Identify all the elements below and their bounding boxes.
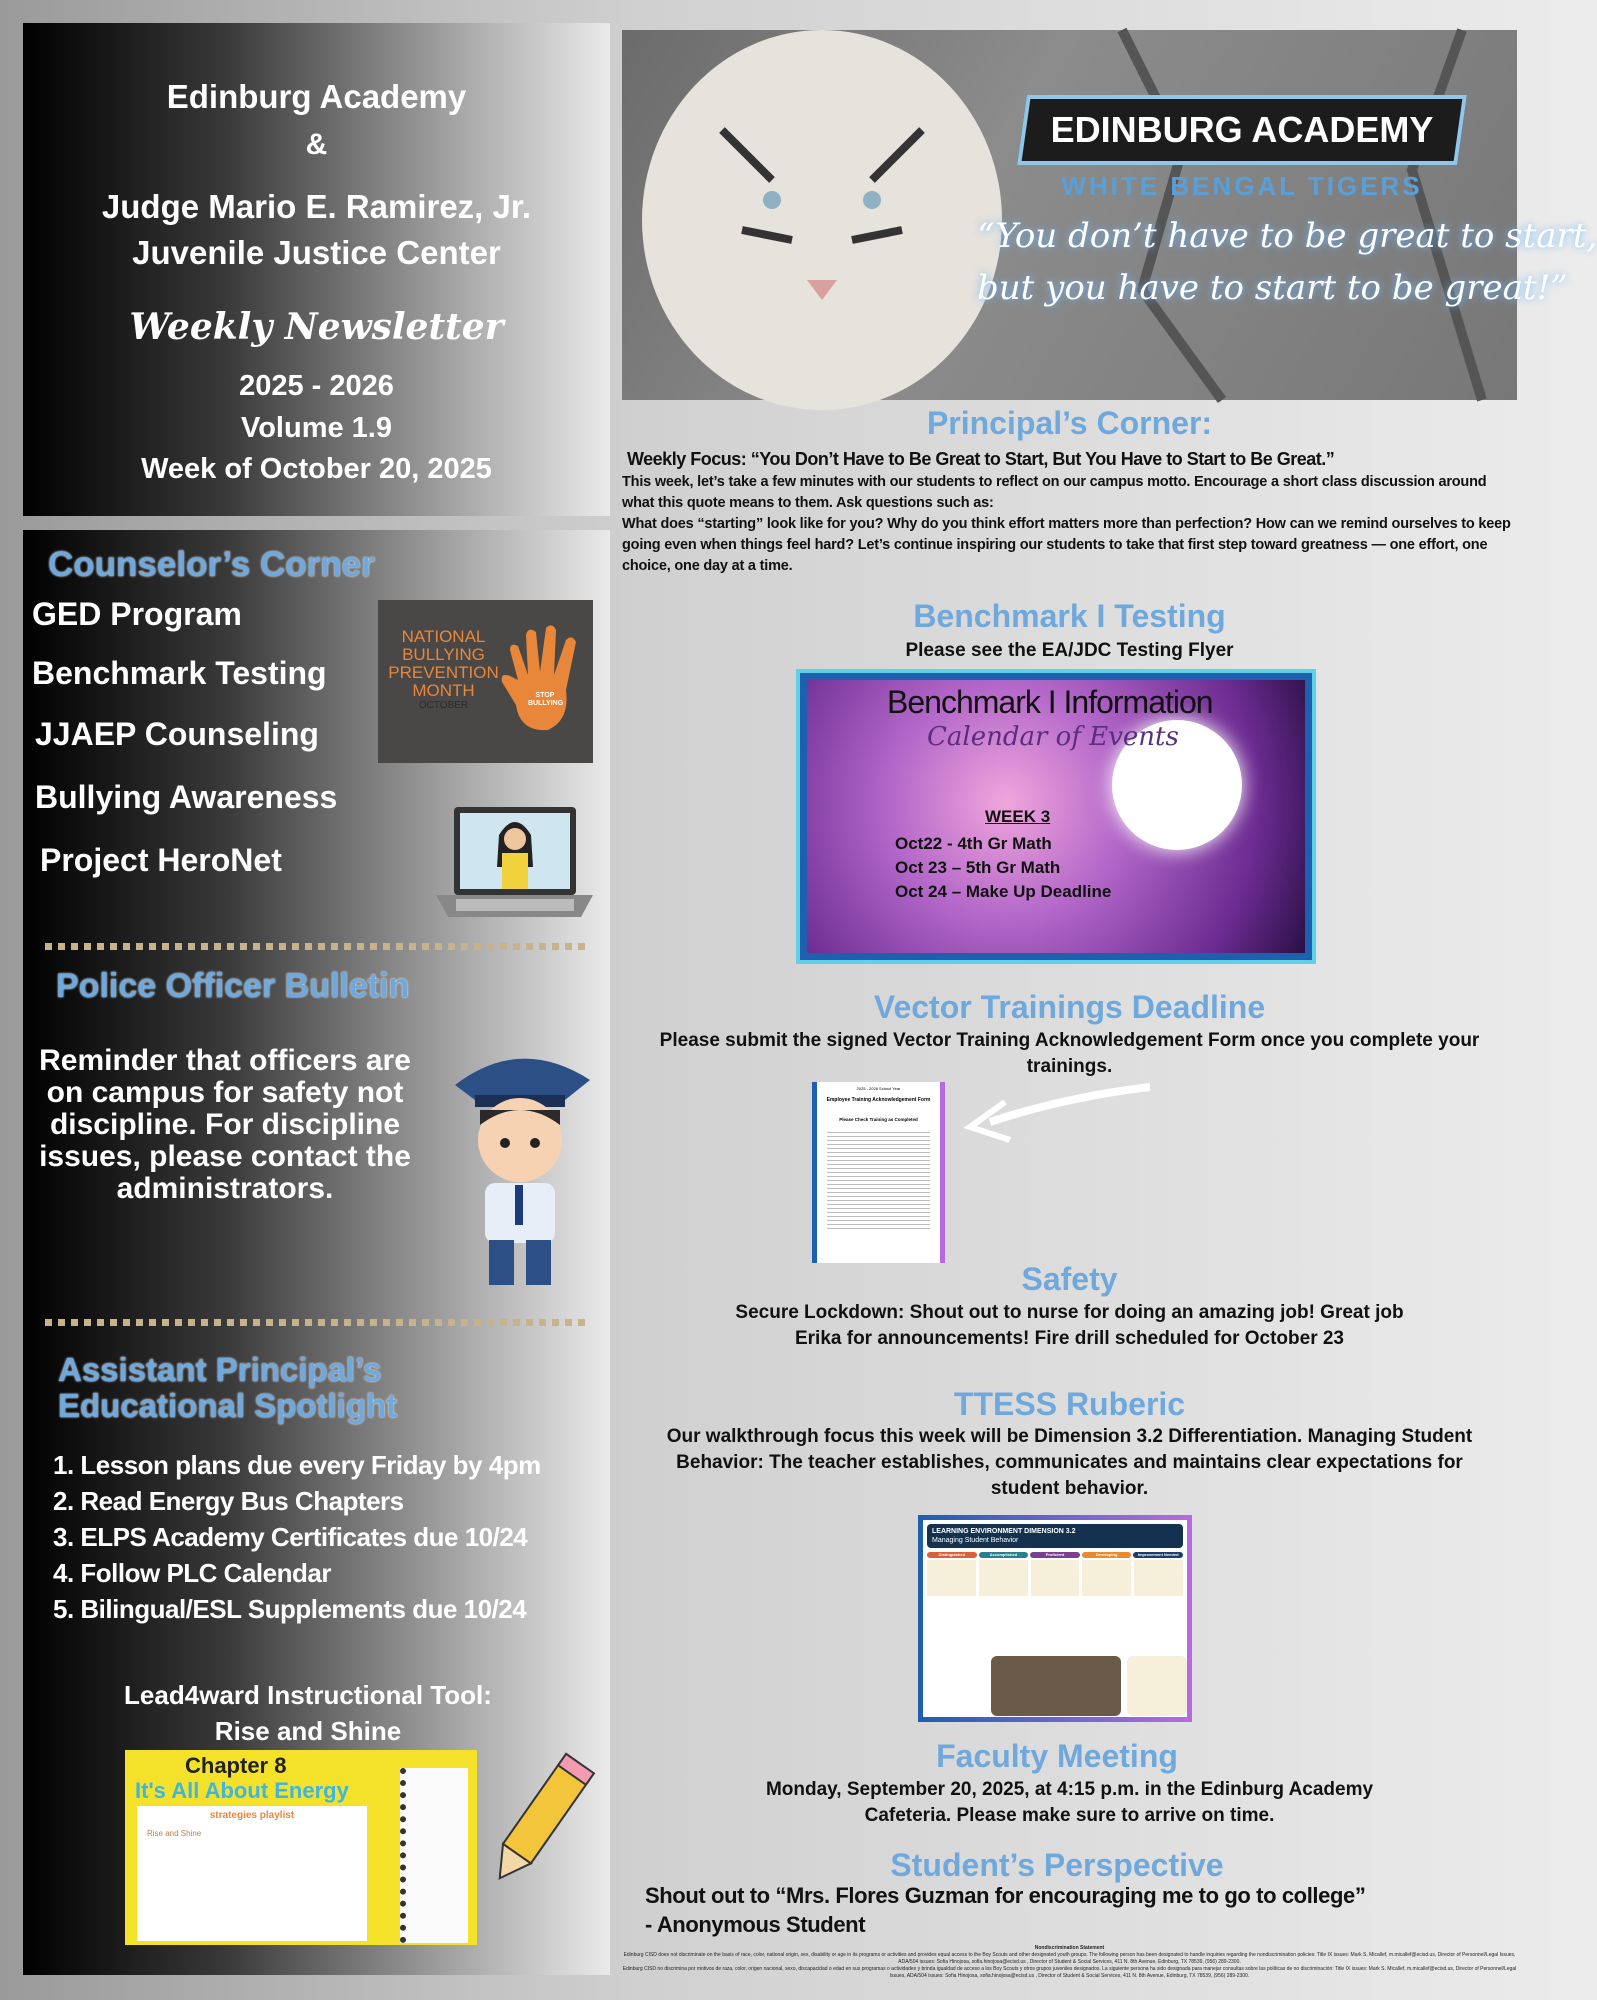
activity-label: Rise and Shine [147, 1829, 202, 1838]
flyer-row: Oct 23 – 5th Gr Math [895, 858, 1061, 877]
form-year: 2025 - 2026 School Year [856, 1086, 901, 1091]
safety-title: Safety [1021, 1261, 1118, 1297]
counselor-item: Project HeroNet [40, 842, 282, 878]
counselor-title: Counselor’s Corner [48, 545, 375, 584]
principal-paragraph: This week, let’s take a few minutes with our students to reflect on our campus motto. Encourage a short class discussion around what this quote means to them. Ask questions such as: [622, 474, 1487, 511]
student-quote: Shout out to “Mrs. Flores Guzman for encouraging me to go to college” [645, 1883, 1366, 1908]
center-name-line2: Juvenile Justice Center [132, 234, 501, 271]
benchmark-subtitle: Please see the EA/JDC Testing Flyer [905, 640, 1234, 661]
bullying-text: PREVENTION [388, 663, 499, 682]
bullying-text: OCTOBER [418, 700, 469, 711]
vector-form-image [812, 1082, 945, 1263]
ap-title [58, 1352, 397, 1424]
police-title: Police Officer Bulletin [56, 967, 410, 1005]
rubric-level: Distinguished [927, 1552, 977, 1558]
bullying-text: BULLYING [402, 645, 485, 664]
bullying-prevention-image [378, 600, 593, 763]
flyer-subtitle: Calendar of Events [927, 722, 1179, 752]
safety-text: Secure Lockdown: Shout out to nurse for doing an amazing job! Great job Erika for announcements! Fire drill scheduled for October 23 [735, 1302, 1404, 1349]
arrow-icon [965, 1082, 1155, 1147]
lead4ward-subtitle: Rise and Shine [214, 1716, 402, 1746]
counselor-item: Benchmark Testing [32, 655, 327, 691]
counselor-item: JJAEP Counseling [35, 716, 319, 752]
police-text: Reminder that officers are on campus for safety not discipline. For discipline issues, please contact the administrators. [39, 1044, 411, 1205]
benchmark-title: Benchmark I Testing [913, 598, 1226, 634]
banner-quote-line: “You don’t have to be great to start, [977, 216, 1597, 256]
faculty-text: Monday, September 20, 2025, at 4:15 p.m. in the Edinburg Academy Cafeteria. Please make sure to arrive on time. [765, 1779, 1374, 1826]
rubric-level: Developing [1082, 1552, 1132, 1558]
vector-text: Please submit the signed Vector Training Acknowledgement Form once you complete your trainings. [659, 1030, 1480, 1077]
rubric-level: Improvement Needed [1133, 1552, 1183, 1558]
section-divider [45, 1319, 585, 1326]
rubric-level: Accomplished [979, 1552, 1029, 1558]
principal-focus: Weekly Focus: “You Don’t Have to Be Great to Start, But You Have to Start to Be Great.” [627, 449, 1335, 469]
banner-logo: EDINBURG ACADEMY [1050, 109, 1434, 150]
bullying-text: MONTH [412, 681, 475, 700]
ap-list-item: 4. Follow PLC Calendar [53, 1558, 331, 1588]
ap-list-item: 1. Lesson plans due every Friday by 4pm [53, 1450, 541, 1480]
week-of: Week of October 20, 2025 [141, 453, 492, 485]
ttess-title: TTESS Ruberic [953, 1386, 1186, 1422]
flyer-row: Oct 24 – Make Up Deadline [895, 882, 1112, 901]
stop-bullying-text: STOP BULLYING [528, 692, 564, 707]
police-officer-illustration [445, 1045, 595, 1295]
form-check: Please Check Training as Completed [839, 1117, 918, 1122]
ap-list-item: 2. Read Energy Bus Chapters [53, 1486, 404, 1516]
volume: Volume 1.9 [241, 412, 392, 444]
counselor-item: GED Program [32, 596, 242, 632]
ap-title-line: Assistant Principal’s [58, 1351, 382, 1388]
rubric-subtitle: Managing Student Behavior [932, 1537, 1019, 1544]
vector-title: Vector Trainings Deadline [873, 989, 1266, 1025]
form-title: Employee Training Acknowledgement Form [826, 1097, 931, 1103]
principal-paragraph: What does “starting” look like for you? Why do you think effort matters more than perfection? How can we remind ourselves to keep going even when things feel hard? Let’s continue inspiring our students to take that first step toward greatness — one effort, one choice, one day at a time. [622, 516, 1511, 574]
student-title: Student’s Perspective [890, 1847, 1224, 1883]
counselor-laptop-illustration [436, 787, 593, 925]
principal-title: Principal’s Corner: [926, 405, 1213, 441]
school-year: 2025 - 2026 [239, 370, 394, 402]
banner-quote-line: but you have to start to be great!” [977, 268, 1568, 308]
lead4ward-title: Lead4ward Instructional Tool: [124, 1680, 492, 1710]
student-quote-block [645, 1881, 1365, 1939]
principal-section [622, 446, 1517, 577]
school-name: Edinburg Academy [166, 78, 467, 115]
chapter-title: It's All About Energy [135, 1778, 349, 1803]
ap-list-item: 5. Bilingual/ESL Supplements due 10/24 [53, 1594, 527, 1624]
faculty-title: Faculty Meeting [936, 1738, 1178, 1774]
principal-body [622, 472, 1512, 577]
footer-title: Nondiscrimination Statement [1034, 1945, 1105, 1951]
footer [622, 1945, 1517, 1980]
banner-quote [977, 210, 1597, 314]
benchmark-flyer [800, 673, 1312, 960]
ampersand: & [305, 128, 328, 161]
student-attribution: - Anonymous Student [645, 1912, 866, 1937]
ap-list-item: 3. ELPS Academy Certificates due 10/24 [53, 1522, 528, 1552]
flyer-week: WEEK 3 [985, 807, 1051, 826]
center-name-line1: Judge Mario E. Ramirez, Jr. [101, 188, 532, 225]
classroom-photo [991, 1656, 1121, 1716]
newsletter-title: Weekly Newsletter [129, 306, 504, 348]
banner-mascot: WHITE BENGAL TIGERS [1061, 171, 1423, 201]
ttess-text: Our walkthrough focus this week will be Dimension 3.2 Differentiation. Managing Student Behavior: The teacher establishes, communicates and maintains clear expectations for student behavior. [666, 1426, 1473, 1499]
footer-english: Edinburg CISD does not discriminate on the basis of race, color, national origin, sex, disability or age in its programs or activities and provides equal access to the Boy Scouts and other designated youth groups. The following person has been designated to handle inquiries regarding the nondiscrimination policies: Title IX issues: Mark S. Micallef, m.micallef@ecisd.us, Director of Personnel/Legal Issues, ADA/504 issues: Sofia Hinojosa, sofia.hinojosa@ecisd.us , Director of Student & Social Services, 411 N. 8th Avenue, Edinburg, TX 78539, (956) 289-2300. [623, 1952, 1516, 1965]
footer-spanish: Edinburg CISD no discrimina por motivos de raza, color, origen nacional, sexo, discapacidad o edad en sus programas o actividades y brinda igualdad de acceso a los Boy Scouts y otros grupos juveniles designados. La siguiente persona ha sido designada para manejar consultas sobre las políticas de no discriminación: Title IX issues: Mark S. Micallef, m.micallef@ecisd.us, Director of Personnel/Legal Issues, ADA/504 issues: Sofia Hinojosa, sofia.hinojosa@ecisd.us , Director of Student & Social Services, 411 N. 8th Avenue, Edinburg, TX 78539, (956) 289-2300. [622, 1966, 1517, 1979]
playlist-label: strategies playlist [209, 1810, 295, 1821]
hand-icon [498, 620, 588, 745]
ap-title-line: Educational Spotlight [58, 1387, 398, 1424]
counselor-item: Bullying Awareness [35, 779, 338, 815]
flyer-title: Benchmark I Information [887, 684, 1213, 720]
ap-list [53, 1447, 541, 1627]
ttess-rubric-image [918, 1515, 1192, 1722]
rubric-level: Proficient [1030, 1552, 1080, 1558]
pencil-illustration [480, 1750, 595, 1900]
chapter8-playlist-image [125, 1750, 477, 1945]
flyer-row: Oct22 - 4th Gr Math [895, 834, 1052, 853]
rubric-title: LEARNING ENVIRONMENT DIMENSION 3.2 [932, 1528, 1076, 1535]
section-divider [45, 943, 585, 950]
bullying-text: NATIONAL [401, 627, 486, 646]
chapter-label: Chapter 8 [185, 1753, 287, 1778]
header-banner [622, 30, 1597, 400]
